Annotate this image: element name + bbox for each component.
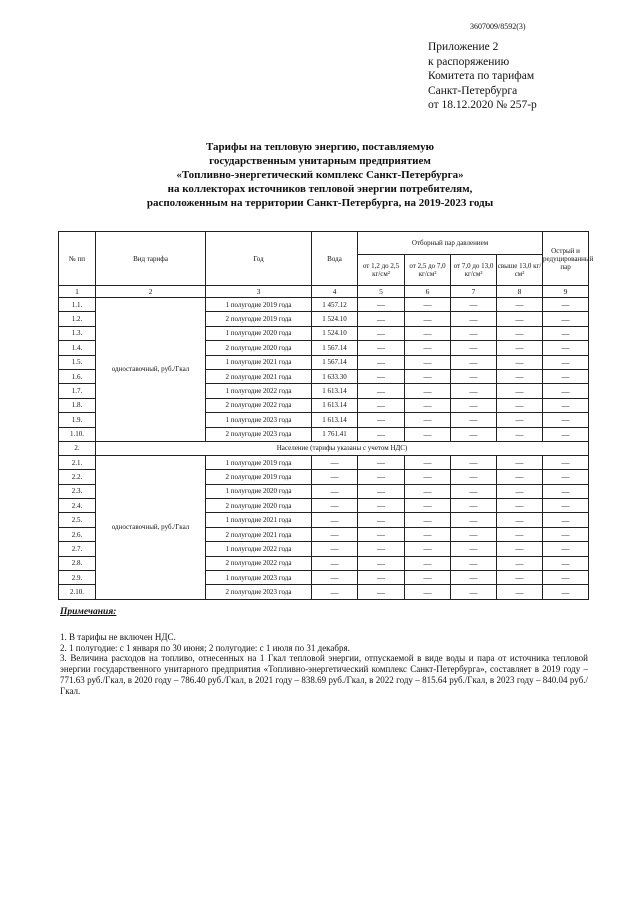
steam-value: — bbox=[543, 455, 589, 469]
period-cell: 2 полугодие 2019 года bbox=[206, 470, 312, 484]
notes-block bbox=[60, 607, 588, 697]
steam-value: — bbox=[358, 556, 405, 570]
steam-value: — bbox=[405, 513, 451, 527]
row-number: 2.10. bbox=[59, 585, 96, 599]
steam-value: — bbox=[451, 355, 497, 369]
column-number: 8 bbox=[497, 286, 543, 298]
row-number: 2.9. bbox=[59, 571, 96, 585]
water-value: — bbox=[312, 484, 358, 498]
steam-value: — bbox=[405, 355, 451, 369]
row-number: 1.7. bbox=[59, 384, 96, 398]
steam-value: — bbox=[358, 470, 405, 484]
note-item: 1. В тарифы не включен НДС. bbox=[60, 631, 176, 642]
steam-value: — bbox=[451, 542, 497, 556]
period-cell: 2 полугодие 2019 года bbox=[206, 312, 312, 326]
column-number: 6 bbox=[405, 286, 451, 298]
steam-value: — bbox=[405, 556, 451, 570]
header-hot-steam: Острый и редуцированный пар bbox=[543, 232, 589, 286]
water-value: 1 524.10 bbox=[312, 312, 358, 326]
title-line: расположенным на территории Санкт-Петербурга, на 2019-2023 годы bbox=[146, 197, 494, 209]
steam-value: — bbox=[543, 326, 589, 340]
column-number: 3 bbox=[206, 286, 312, 298]
steam-value: — bbox=[451, 427, 497, 441]
notes-title: Примечания: bbox=[60, 607, 117, 617]
water-value: — bbox=[312, 499, 358, 513]
steam-value: — bbox=[543, 484, 589, 498]
row-number: 2.2. bbox=[59, 470, 96, 484]
steam-value: — bbox=[543, 369, 589, 383]
water-value: — bbox=[312, 513, 358, 527]
steam-value: — bbox=[451, 556, 497, 570]
steam-value: — bbox=[543, 298, 589, 312]
steam-value: — bbox=[497, 455, 543, 469]
header-steam-group: Отборный пар давлением bbox=[358, 232, 543, 255]
steam-value: — bbox=[358, 298, 405, 312]
steam-value: — bbox=[497, 499, 543, 513]
section-title: Население (тарифы указаны с учетом НДС) bbox=[96, 441, 589, 455]
period-cell: 2 полугодие 2020 года bbox=[206, 341, 312, 355]
steam-value: — bbox=[543, 571, 589, 585]
steam-value: — bbox=[497, 527, 543, 541]
water-value: — bbox=[312, 542, 358, 556]
steam-value: — bbox=[497, 369, 543, 383]
header-steam-4: свыше 13,0 кг/см² bbox=[497, 255, 543, 286]
period-cell: 1 полугодие 2023 года bbox=[206, 413, 312, 427]
steam-value: — bbox=[497, 341, 543, 355]
row-number: 1.8. bbox=[59, 398, 96, 412]
steam-value: — bbox=[543, 413, 589, 427]
steam-value: — bbox=[497, 312, 543, 326]
steam-value: — bbox=[405, 499, 451, 513]
period-cell: 1 полугодие 2020 года bbox=[206, 326, 312, 340]
steam-value: — bbox=[358, 427, 405, 441]
steam-value: — bbox=[543, 499, 589, 513]
row-number: 1.5. bbox=[59, 355, 96, 369]
row-number: 1.10. bbox=[59, 427, 96, 441]
steam-value: — bbox=[451, 585, 497, 599]
steam-value: — bbox=[497, 484, 543, 498]
water-value: 1 567.14 bbox=[312, 355, 358, 369]
document-title bbox=[60, 140, 580, 210]
steam-value: — bbox=[497, 470, 543, 484]
steam-value: — bbox=[497, 542, 543, 556]
row-number: 1.9. bbox=[59, 413, 96, 427]
period-cell: 2 полугодие 2022 года bbox=[206, 398, 312, 412]
steam-value: — bbox=[358, 484, 405, 498]
water-value: 1 633.30 bbox=[312, 369, 358, 383]
steam-value: — bbox=[405, 326, 451, 340]
title-line: на коллекторах источников тепловой энергии потребителям, bbox=[167, 183, 473, 195]
steam-value: — bbox=[358, 527, 405, 541]
steam-value: — bbox=[497, 384, 543, 398]
water-value: — bbox=[312, 571, 358, 585]
steam-value: — bbox=[405, 413, 451, 427]
steam-value: — bbox=[451, 499, 497, 513]
water-value: 1 761.41 bbox=[312, 427, 358, 441]
steam-value: — bbox=[543, 527, 589, 541]
header-steam-1: от 1,2 до 2,5 кг/см² bbox=[358, 255, 405, 286]
steam-value: — bbox=[497, 398, 543, 412]
water-value: 1 567.14 bbox=[312, 341, 358, 355]
row-number: 1.1. bbox=[59, 298, 96, 312]
steam-value: — bbox=[405, 484, 451, 498]
steam-value: — bbox=[451, 527, 497, 541]
tariff-type-cell: одноставочный, руб./Гкал bbox=[96, 455, 206, 599]
steam-value: — bbox=[358, 542, 405, 556]
steam-value: — bbox=[497, 326, 543, 340]
steam-value: — bbox=[451, 398, 497, 412]
steam-value: — bbox=[358, 326, 405, 340]
water-value: — bbox=[312, 470, 358, 484]
header-steam-3: от 7,0 до 13,0 кг/см² bbox=[451, 255, 497, 286]
steam-value: — bbox=[405, 571, 451, 585]
water-value: — bbox=[312, 455, 358, 469]
appendix-line: от 18.12.2020 № 257-р bbox=[428, 99, 537, 111]
steam-value: — bbox=[451, 413, 497, 427]
section-number: 2. bbox=[59, 441, 96, 455]
table-row bbox=[59, 455, 589, 469]
steam-value: — bbox=[451, 484, 497, 498]
row-number: 2.6. bbox=[59, 527, 96, 541]
steam-value: — bbox=[358, 312, 405, 326]
appendix-line: к распоряжению bbox=[428, 55, 510, 68]
steam-value: — bbox=[358, 355, 405, 369]
period-cell: 2 полугодие 2021 года bbox=[206, 527, 312, 541]
period-cell: 2 полугодие 2023 года bbox=[206, 585, 312, 599]
column-number: 5 bbox=[358, 286, 405, 298]
steam-value: — bbox=[497, 556, 543, 570]
steam-value: — bbox=[497, 571, 543, 585]
row-number: 2.5. bbox=[59, 513, 96, 527]
period-cell: 1 полугодие 2021 года bbox=[206, 355, 312, 369]
steam-value: — bbox=[543, 470, 589, 484]
water-value: 1 613.14 bbox=[312, 398, 358, 412]
steam-value: — bbox=[451, 470, 497, 484]
steam-value: — bbox=[358, 369, 405, 383]
appendix-line: Приложение 2 bbox=[428, 41, 499, 53]
row-number: 2.4. bbox=[59, 499, 96, 513]
steam-value: — bbox=[497, 355, 543, 369]
steam-value: — bbox=[497, 413, 543, 427]
header-water: Вода bbox=[312, 232, 358, 286]
period-cell: 2 полугодие 2021 года bbox=[206, 369, 312, 383]
steam-value: — bbox=[405, 455, 451, 469]
water-value: — bbox=[312, 527, 358, 541]
appendix-block bbox=[428, 40, 537, 113]
column-number-row bbox=[59, 286, 589, 298]
tariff-type-cell: одноставочный, руб./Гкал bbox=[96, 298, 206, 442]
title-line: государственным унитарным предприятием bbox=[209, 155, 431, 167]
row-number: 1.2. bbox=[59, 312, 96, 326]
header-num: № пп bbox=[59, 232, 96, 286]
water-value: — bbox=[312, 585, 358, 599]
steam-value: — bbox=[405, 341, 451, 355]
steam-value: — bbox=[405, 427, 451, 441]
steam-value: — bbox=[405, 398, 451, 412]
steam-value: — bbox=[451, 369, 497, 383]
water-value: 1 524.10 bbox=[312, 326, 358, 340]
period-cell: 1 полугодие 2022 года bbox=[206, 384, 312, 398]
steam-value: — bbox=[405, 542, 451, 556]
column-number: 4 bbox=[312, 286, 358, 298]
steam-value: — bbox=[405, 470, 451, 484]
column-number: 2 bbox=[96, 286, 206, 298]
steam-value: — bbox=[358, 571, 405, 585]
header-steam-2: от 2,5 до 7,0 кг/см² bbox=[405, 255, 451, 286]
row-number: 1.3. bbox=[59, 326, 96, 340]
steam-value: — bbox=[451, 298, 497, 312]
period-cell: 2 полугодие 2022 года bbox=[206, 556, 312, 570]
steam-value: — bbox=[543, 312, 589, 326]
steam-value: — bbox=[543, 398, 589, 412]
table-row bbox=[59, 298, 589, 312]
steam-value: — bbox=[543, 384, 589, 398]
steam-value: — bbox=[358, 413, 405, 427]
header-period: Год bbox=[206, 232, 312, 286]
period-cell: 1 полугодие 2019 года bbox=[206, 455, 312, 469]
steam-value: — bbox=[405, 384, 451, 398]
steam-value: — bbox=[543, 585, 589, 599]
steam-value: — bbox=[497, 298, 543, 312]
period-cell: 1 полугодие 2023 года bbox=[206, 571, 312, 585]
table-body bbox=[59, 286, 589, 600]
steam-value: — bbox=[543, 341, 589, 355]
row-number: 2.1. bbox=[59, 455, 96, 469]
period-cell: 1 полугодие 2022 года bbox=[206, 542, 312, 556]
steam-value: — bbox=[451, 455, 497, 469]
water-value: — bbox=[312, 556, 358, 570]
note-item: 3. Величина расходов на топливо, отнесенных на 1 Гкал тепловой энергии, отпускаемой в виде воды и пара от источника тепловой энергии государственного унитарного предприятия «Топливно-энергетический комплекс Санкт-Петербурга», составляет в 2019 году – 771.63 руб./Гкал, в 2020 году – 786.40 руб./Гкал, в 2021 году – 838.69 руб./Гкал, в 2022 году – 815.64 руб./Гкал, в 2023 году – 840.04 руб./Гкал. bbox=[60, 653, 588, 696]
steam-value: — bbox=[497, 427, 543, 441]
steam-value: — bbox=[543, 355, 589, 369]
period-cell: 2 полугодие 2020 года bbox=[206, 499, 312, 513]
steam-value: — bbox=[497, 513, 543, 527]
column-number: 9 bbox=[543, 286, 589, 298]
note-item: 2. 1 полугодие: с 1 января по 30 июня; 2 полугодие: с 1 июля по 31 декабря. bbox=[60, 642, 350, 653]
steam-value: — bbox=[405, 298, 451, 312]
water-value: 1 613.14 bbox=[312, 384, 358, 398]
steam-value: — bbox=[358, 513, 405, 527]
steam-value: — bbox=[405, 312, 451, 326]
steam-value: — bbox=[358, 499, 405, 513]
steam-value: — bbox=[358, 398, 405, 412]
period-cell: 1 полугодие 2021 года bbox=[206, 513, 312, 527]
period-cell: 2 полугодие 2023 года bbox=[206, 427, 312, 441]
steam-value: — bbox=[358, 455, 405, 469]
steam-value: — bbox=[451, 326, 497, 340]
steam-value: — bbox=[451, 571, 497, 585]
steam-value: — bbox=[543, 427, 589, 441]
period-cell: 1 полугодие 2019 года bbox=[206, 298, 312, 312]
steam-value: — bbox=[405, 527, 451, 541]
title-line: «Топливно-энергетический комплекс Санкт-Петербурга» bbox=[176, 169, 464, 181]
steam-value: — bbox=[497, 585, 543, 599]
steam-value: — bbox=[451, 341, 497, 355]
steam-value: — bbox=[451, 513, 497, 527]
steam-value: — bbox=[543, 513, 589, 527]
tariff-table bbox=[58, 231, 594, 600]
title-line: Тарифы на тепловую энергию, поставляемую bbox=[205, 141, 435, 153]
steam-value: — bbox=[358, 341, 405, 355]
row-number: 1.6. bbox=[59, 369, 96, 383]
water-value: 1 613.14 bbox=[312, 413, 358, 427]
section-row bbox=[59, 441, 589, 455]
appendix-line: Санкт-Петербурга bbox=[428, 84, 518, 97]
steam-value: — bbox=[543, 556, 589, 570]
steam-value: — bbox=[358, 384, 405, 398]
period-cell: 1 полугодие 2020 года bbox=[206, 484, 312, 498]
steam-value: — bbox=[451, 312, 497, 326]
document-number: 3607009/8592(3) bbox=[470, 22, 526, 31]
water-value: 1 457.12 bbox=[312, 298, 358, 312]
row-number: 2.7. bbox=[59, 542, 96, 556]
steam-value: — bbox=[405, 369, 451, 383]
header-tariff-type: Вид тарифа bbox=[96, 232, 206, 286]
steam-value: — bbox=[543, 542, 589, 556]
steam-value: — bbox=[405, 585, 451, 599]
steam-value: — bbox=[451, 384, 497, 398]
row-number: 1.4. bbox=[59, 341, 96, 355]
column-number: 1 bbox=[59, 286, 96, 298]
column-number: 7 bbox=[451, 286, 497, 298]
row-number: 2.8. bbox=[59, 556, 96, 570]
row-number: 2.3. bbox=[59, 484, 96, 498]
appendix-line: Комитета по тарифам bbox=[428, 70, 535, 82]
steam-value: — bbox=[358, 585, 405, 599]
